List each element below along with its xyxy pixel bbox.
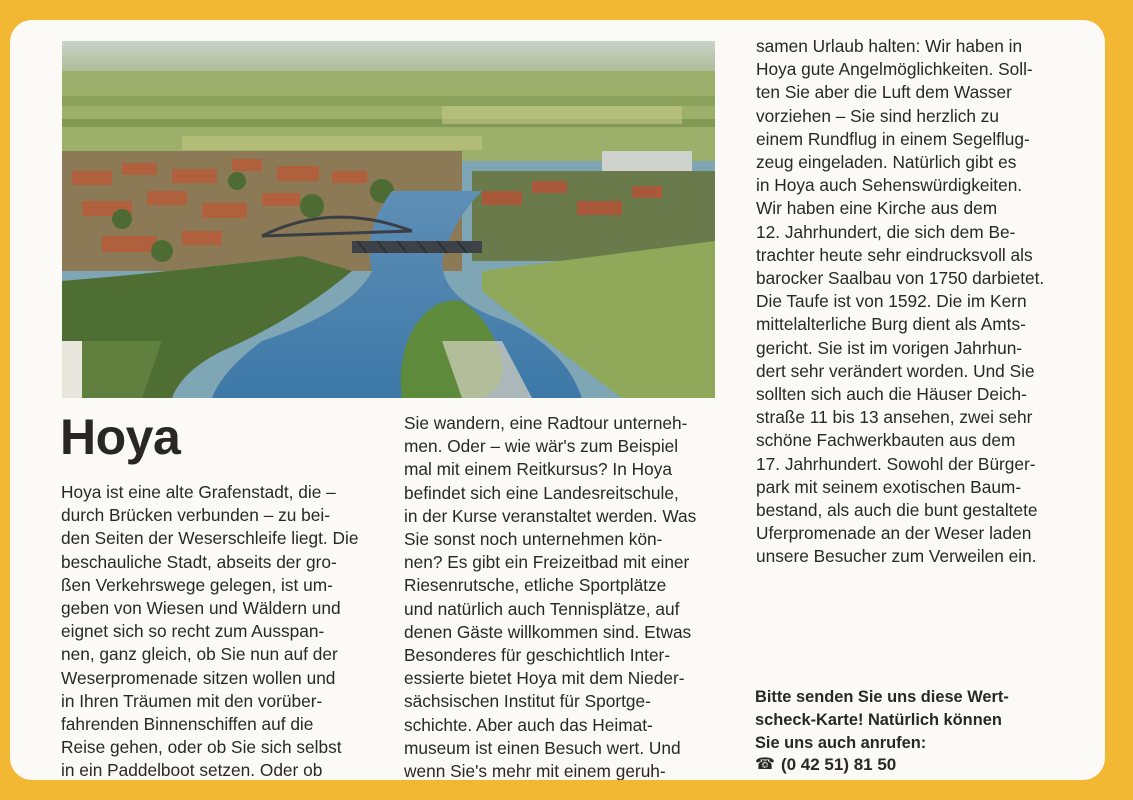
text-column-2: Sie wandern, eine Radtour unterneh- men. Oder – wie wär's zum Beispiel mal mit einem Reitkursus? In Hoya befindet sich eine Landesreitschule, in der Kurse veranstaltet werden. Was Sie sonst noch unternehmen kön- nen? Es gibt ein Freizeitbad mit einer Riesenrutsche, etliche Sportplätze und natürlich auch Tennisplätze, auf denen Gäste willkommen sind. Etwas Besonderes für geschichtlich Inter- essierte bietet Hoya mit dem Nieder- sächsischen Institut für Sportge- schichte. Aber auch das Heimat- museum ist einen Besuch wert. Und wenn Sie's mehr mit einem geruh-: [404, 413, 697, 780]
postcard: [10, 20, 1105, 780]
telephone-icon: ☎: [755, 756, 775, 773]
text-column-1: Hoya ist eine alte Grafenstadt, die – durch Brücken verbunden – zu bei- den Seiten der Weserschleife liegt. Die beschauliche Stadt, abseits der gro- ßen Verkehrswege gelegen, ist um- geben von Wiesen und Wäldern und eignet sich so recht zum Ausspan- nen, ganz gleich, ob Sie nun auf der Weserpromenade sitzen wollen und in Ihren Träumen mit den vorüber- fahrenden Binnenschiffen auf die Reise gehen, oder ob Sie sich selbst in ein Paddelboot setzen. Oder ob: [61, 482, 359, 780]
aerial-photo-hoya: [62, 41, 715, 398]
phone-line: [755, 755, 896, 775]
page-title: Hoya: [60, 409, 181, 465]
phone-number[interactable]: (0 42 51) 81 50: [780, 755, 897, 774]
text-column-3: samen Urlaub halten: Wir haben in Hoya gute Angelmöglichkeiten. Soll- ten Sie aber die Luft dem Wasser vorziehen – Sie sind herzlich zu einem Rundflug in einem Segelflug- zeug eingeladen. Natürlich gibt es in Hoya auch Sehenswürdigkeiten. Wir haben eine Kirche aus dem 12. Jahrhundert, die sich dem Be- trachter heute sehr eindrucksvoll als barocker Saalbau von 1750 darbietet. Die Taufe ist von 1592. Die im Kern mittelalterliche Burg dient als Amts- gericht. Sie ist im vorigen Jahrhun- dert sehr verändert worden. Und Sie sollten sich auch die Häuser Deich- straße 11 bis 13 ansehen, zwei sehr schöne Fachwerkbauten aus dem 17. Jahrhundert. Sowohl der Bürger- park mit seinem exotischen Baum- bestand, als auch die bunt gestaltete Uferpromenade an der Weser laden unsere Besucher zum Verweilen ein.: [756, 36, 1045, 567]
call-to-action: Bitte senden Sie uns diese Wert- scheck-Karte! Natürlich können Sie uns auch anrufen:: [755, 688, 1009, 752]
